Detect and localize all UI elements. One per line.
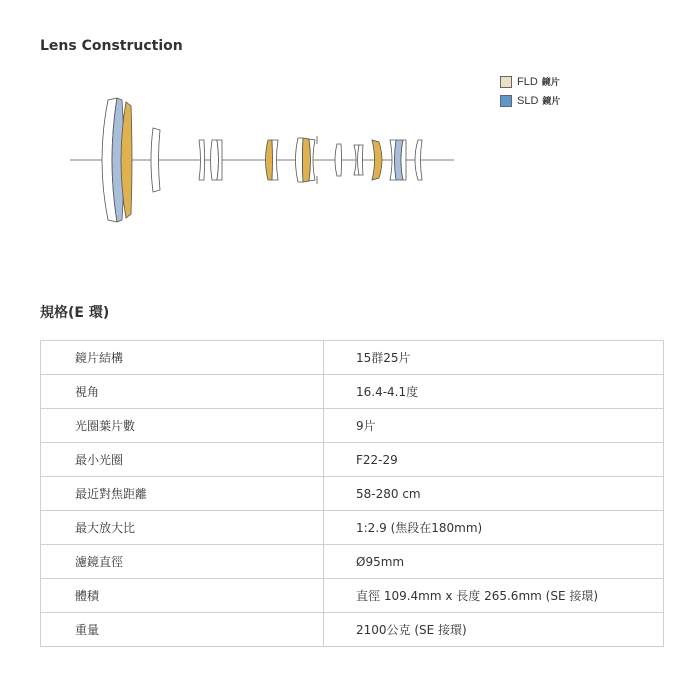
specs-table <box>40 340 664 647</box>
spec-value: 1:2.9 (焦段在180mm) <box>324 511 664 545</box>
spec-label: 最近對焦距離 <box>41 477 324 511</box>
spec-label: 鏡片結構 <box>41 341 324 375</box>
table-row <box>41 341 664 375</box>
spec-label: 最大放大比 <box>41 511 324 545</box>
lens-element-13 <box>335 144 342 176</box>
spec-value: Ø95mm <box>324 545 664 579</box>
spec-label: 體積 <box>41 579 324 613</box>
spec-value: F22-29 <box>324 443 664 477</box>
legend-suffix: 鏡片 <box>541 77 560 87</box>
spec-label: 視角 <box>41 375 324 409</box>
table-row <box>41 375 664 409</box>
table-row <box>41 409 664 443</box>
table-row <box>41 545 664 579</box>
table-row <box>41 579 664 613</box>
table-row <box>41 613 664 647</box>
table-row <box>41 511 664 545</box>
fld-swatch <box>500 76 512 88</box>
legend-label: SLD <box>517 94 539 107</box>
lens-element-19 <box>401 140 406 180</box>
lens-element-4 <box>151 128 160 192</box>
spec-label: 濾鏡直徑 <box>41 545 324 579</box>
lens-element-8-fld <box>266 140 273 180</box>
table-row <box>41 477 664 511</box>
legend-item-sld <box>500 94 560 107</box>
lens-construction-title: Lens Construction <box>40 38 183 54</box>
spec-value: 2100公克 (SE 接環) <box>324 613 664 647</box>
lens-construction-diagram <box>60 88 460 233</box>
spec-value: 58-280 cm <box>324 477 664 511</box>
spec-value: 16.4-4.1度 <box>324 375 664 409</box>
spec-label: 重量 <box>41 613 324 647</box>
specs-title: 規格(E 環) <box>40 305 110 321</box>
spec-value: 9片 <box>324 409 664 443</box>
lens-element-15 <box>358 145 364 175</box>
lens-element-10 <box>296 138 304 182</box>
spec-value: 15群25片 <box>324 341 664 375</box>
legend-label: FLD <box>517 75 538 88</box>
sld-swatch <box>500 95 512 107</box>
legend-item-fld <box>500 75 560 88</box>
legend-suffix: 鏡片 <box>542 96 561 106</box>
lens-element-6 <box>211 140 219 180</box>
table-row <box>41 443 664 477</box>
spec-label: 最小光圈 <box>41 443 324 477</box>
spec-value: 直徑 109.4mm x 長度 265.6mm (SE 接環) <box>324 579 664 613</box>
spec-label: 光圈葉片數 <box>41 409 324 443</box>
